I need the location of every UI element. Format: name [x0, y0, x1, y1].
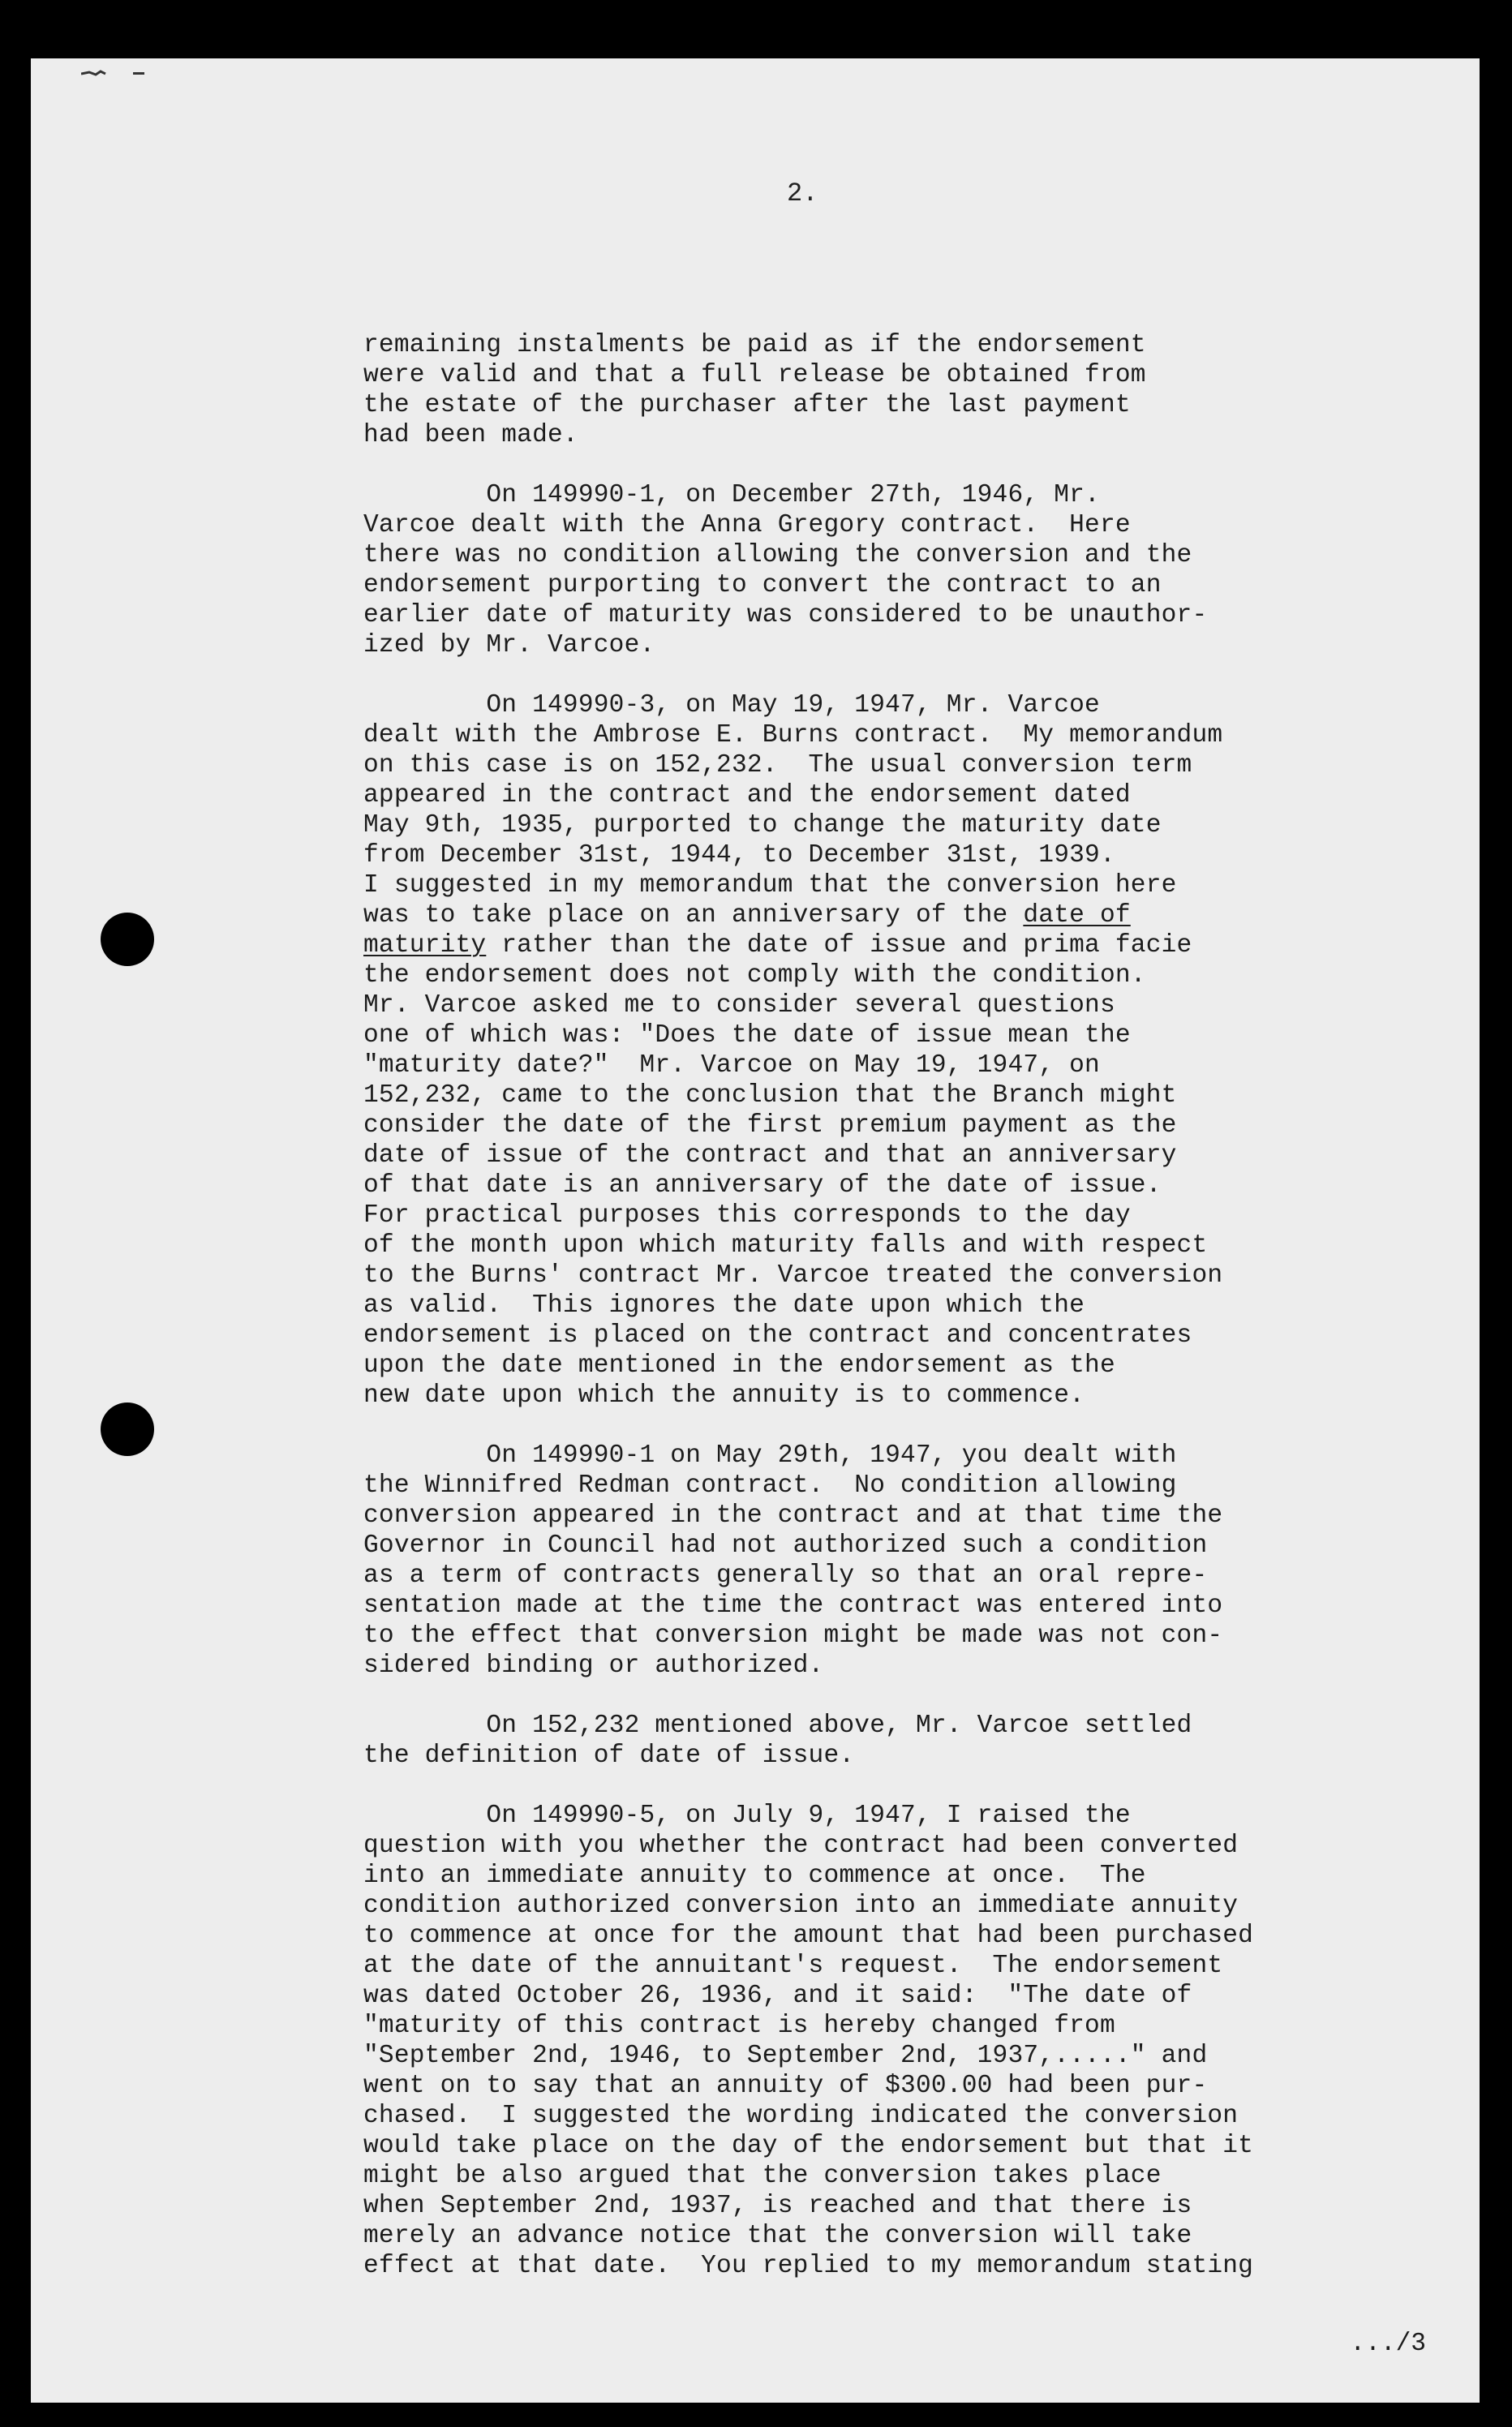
text-line: conversion appeared in the contract and at that time the — [363, 1501, 1223, 1530]
text-line: on this case is on 152,232. The usual conversion term — [363, 751, 1192, 780]
text-line: On 152,232 mentioned above, Mr. Varcoe settled — [363, 1712, 1192, 1740]
text-line: the Winnifred Redman contract. No condition allowing — [363, 1471, 1177, 1500]
text-line: as valid. This ignores the date upon which the — [363, 1291, 1085, 1320]
text-line: "September 2nd, 1946, to September 2nd, 1937,....." and — [363, 2042, 1208, 2070]
text-line: Governor in Council had not authorized such a condition — [363, 1531, 1208, 1560]
document-page — [31, 58, 1480, 2403]
text-line: the endorsement does not comply with the condition. — [363, 961, 1146, 990]
text-line: earlier date of maturity was considered to be unauthor- — [363, 601, 1208, 629]
paragraph — [363, 1801, 1442, 2281]
text-line: On 149990-1, on December 27th, 1946, Mr. — [363, 481, 1100, 509]
text-line: upon the date mentioned in the endorsement as the — [363, 1351, 1115, 1380]
text-line: May 9th, 1935, purported to change the maturity date — [363, 811, 1162, 840]
paragraph — [363, 1441, 1442, 1681]
text-line: there was no condition allowing the conversion and the — [363, 541, 1192, 569]
text-line: consider the date of the first premium payment as the — [363, 1111, 1177, 1140]
paragraph — [363, 690, 1442, 1411]
text-line: as a term of contracts generally so that an oral repre- — [363, 1561, 1208, 1590]
text-line: were valid and that a full release be obtained from — [363, 361, 1146, 389]
text-line: of the month upon which maturity falls and with respect — [363, 1231, 1208, 1260]
text-line: question with you whether the contract had been converted — [363, 1832, 1239, 1860]
text-line: On 149990-1 on May 29th, 1947, you dealt with — [363, 1441, 1177, 1470]
text-line: went on to say that an annuity of $300.00 had been pur- — [363, 2072, 1208, 2100]
text-line: had been made. — [363, 421, 578, 449]
text-line: "maturity date?" Mr. Varcoe on May 19, 1947, on — [363, 1051, 1100, 1080]
text-line: the estate of the purchaser after the last payment — [363, 391, 1131, 419]
text-line: effect at that date. You replied to my memorandum stating — [363, 2252, 1254, 2280]
page-number: 2. — [787, 178, 818, 208]
text-line: would take place on the day of the endorsement but that it — [363, 2132, 1254, 2160]
text-line: at the date of the annuitant's request. The endorsement — [363, 1952, 1223, 1980]
binder-hole-bottom — [101, 1403, 154, 1456]
text-line: the definition of date of issue. — [363, 1742, 855, 1770]
text-line: On 149990-3, on May 19, 1947, Mr. Varcoe — [363, 691, 1100, 720]
text-line: when September 2nd, 1937, is reached and that there is — [363, 2192, 1192, 2220]
text-line: For practical purposes this corresponds to the day — [363, 1201, 1131, 1230]
text-line: to the Burns' contract Mr. Varcoe treated the conversion — [363, 1261, 1223, 1290]
text-line: one of which was: "Does the date of issue mean the — [363, 1021, 1131, 1050]
continued-marker: .../3 — [1350, 2330, 1426, 2358]
text-line: On 149990-5, on July 9, 1947, I raised the — [363, 1802, 1131, 1830]
text-line: remaining instalments be paid as if the endorsement — [363, 331, 1146, 359]
text-line: might be also argued that the conversion takes place — [363, 2162, 1162, 2190]
text-line: to the effect that conversion might be made was not con- — [363, 1622, 1223, 1650]
text-line: was dated October 26, 1936, and it said: "The date of — [363, 1982, 1192, 2010]
text-line: into an immediate annuity to commence at once. The — [363, 1862, 1146, 1890]
text-line: sidered binding or authorized. — [363, 1652, 824, 1680]
text-line: ized by Mr. Varcoe. — [363, 631, 655, 659]
text-line: dealt with the Ambrose E. Burns contract. My memorandum — [363, 721, 1223, 750]
memo-body — [363, 330, 1442, 2311]
text-line: date of issue of the contract and that an anniversary — [363, 1141, 1177, 1170]
text-line: endorsement is placed on the contract and concentrates — [363, 1321, 1192, 1350]
text-line: appeared in the contract and the endorsement dated — [363, 781, 1131, 810]
text-line: maturity rather than the date of issue and prima facie — [363, 931, 1192, 960]
text-line: endorsement purporting to convert the contract to an — [363, 571, 1162, 599]
text-line: Varcoe dealt with the Anna Gregory contract. Here — [363, 511, 1131, 539]
text-line: from December 31st, 1944, to December 31st, 1939. — [363, 841, 1115, 870]
paragraph — [363, 330, 1442, 450]
text-line: new date upon which the annuity is to commence. — [363, 1381, 1085, 1410]
text-line: of that date is an anniversary of the date of issue. — [363, 1171, 1162, 1200]
text-line: was to take place on an anniversary of the date of — [363, 901, 1131, 930]
paragraph — [363, 1711, 1442, 1771]
text-line: sentation made at the time the contract was entered into — [363, 1592, 1223, 1620]
paragraph — [363, 480, 1442, 660]
text-line: chased. I suggested the wording indicated the conversion — [363, 2102, 1239, 2130]
binder-hole-top — [101, 913, 154, 966]
text-line: "maturity of this contract is hereby changed from — [363, 2012, 1115, 2040]
text-line: merely an advance notice that the conversion will take — [363, 2222, 1192, 2250]
text-line: condition authorized conversion into an immediate annuity — [363, 1892, 1239, 1920]
text-line: to commence at once for the amount that had been purchased — [363, 1922, 1254, 1950]
scan-artifact-mark — [81, 70, 154, 76]
text-line: Mr. Varcoe asked me to consider several questions — [363, 991, 1115, 1020]
text-line: I suggested in my memorandum that the conversion here — [363, 871, 1177, 900]
text-line: 152,232, came to the conclusion that the Branch might — [363, 1081, 1177, 1110]
